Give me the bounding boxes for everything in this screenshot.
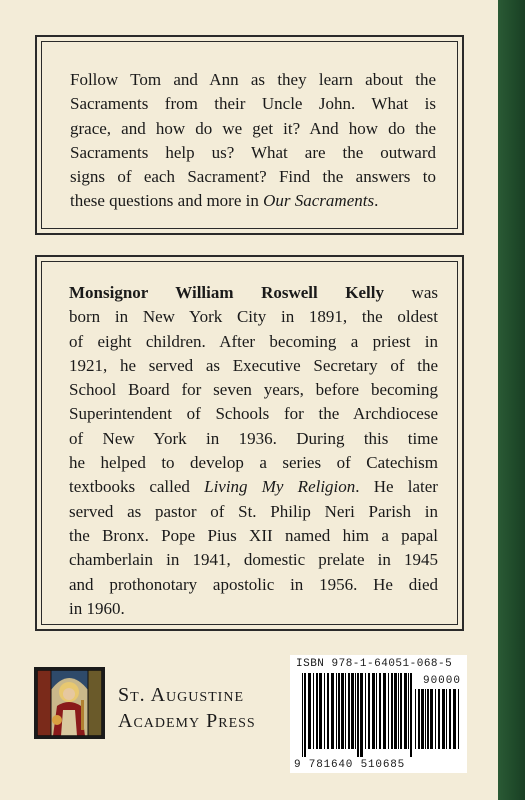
bio-line: in 1960. — [69, 598, 125, 618]
bio-line: Superintendent of Schools for the Archdiocese — [69, 404, 438, 424]
blurb-line: Follow Tom and Ann as they learn about the — [70, 70, 436, 89]
bio-line: of New York in 1936. During this time — [69, 428, 438, 448]
author-bio-box — [35, 255, 464, 631]
blurb-last-suffix: . — [374, 191, 379, 211]
publisher-name — [118, 682, 256, 734]
isbn-barcode — [290, 655, 467, 773]
bio-line: the Bronx. Pope Pius XII named him a papal — [69, 525, 438, 545]
blurb-line: Sacraments help us? What are the outward — [70, 142, 436, 162]
series-title: Living My Religion — [204, 477, 356, 497]
bio-line: 1921, he served as Executive Secretary of the — [69, 355, 438, 375]
publisher-line2: Academy Press — [118, 710, 256, 732]
bio-line: born in New York City in 1891, the oldest — [69, 307, 438, 327]
bio-line: School Board for seven years, before becoming — [69, 380, 438, 400]
blurb-last-line — [70, 189, 436, 213]
barcode-digits: 9 781640 510685 — [294, 759, 406, 771]
bio-line: chamberlain in 1941, domestic prelate in 1945 — [69, 550, 438, 570]
book-spine — [498, 0, 525, 800]
series-prefix: textbooks called — [69, 477, 205, 497]
author-name: Monsignor William Roswell Kelly — [69, 283, 384, 302]
blurb-box — [35, 35, 464, 235]
publisher-stained-glass-logo — [34, 667, 105, 739]
barcode-addon-number: 90000 — [422, 675, 461, 687]
saint-window-icon — [37, 670, 102, 736]
publisher-line1: St. Augustine — [118, 684, 245, 706]
blurb-text — [70, 68, 436, 214]
bio-first-line — [69, 281, 438, 305]
bio-line: of eight children. After becoming a priest in — [69, 331, 438, 351]
bio-series-line — [69, 475, 438, 499]
book-title: Our Sacraments — [263, 191, 375, 211]
bio-text — [69, 281, 438, 621]
bio-line: and prothonotary apostolic in 1956. He died — [69, 574, 438, 594]
bio-line: served as pastor of St. Philip Neri Parish in — [69, 501, 438, 521]
bio-first-line-rest: was — [411, 283, 438, 302]
bio-line: he helped to develop a series of Catechism — [69, 453, 438, 473]
blurb-line: grace, and how do we get it? And how do the — [70, 118, 436, 138]
isbn-label: ISBN 978-1-64051-068-5 — [296, 658, 453, 670]
barcode-bars — [302, 673, 414, 757]
addon-barcode-bars — [415, 689, 459, 757]
blurb-line: Sacraments from their Uncle John. What is — [70, 94, 436, 114]
blurb-last-prefix: these questions and more in — [70, 191, 264, 211]
blurb-line: signs of each Sacrament? Find the answers to — [70, 167, 436, 187]
series-suffix: . He later — [355, 477, 438, 497]
